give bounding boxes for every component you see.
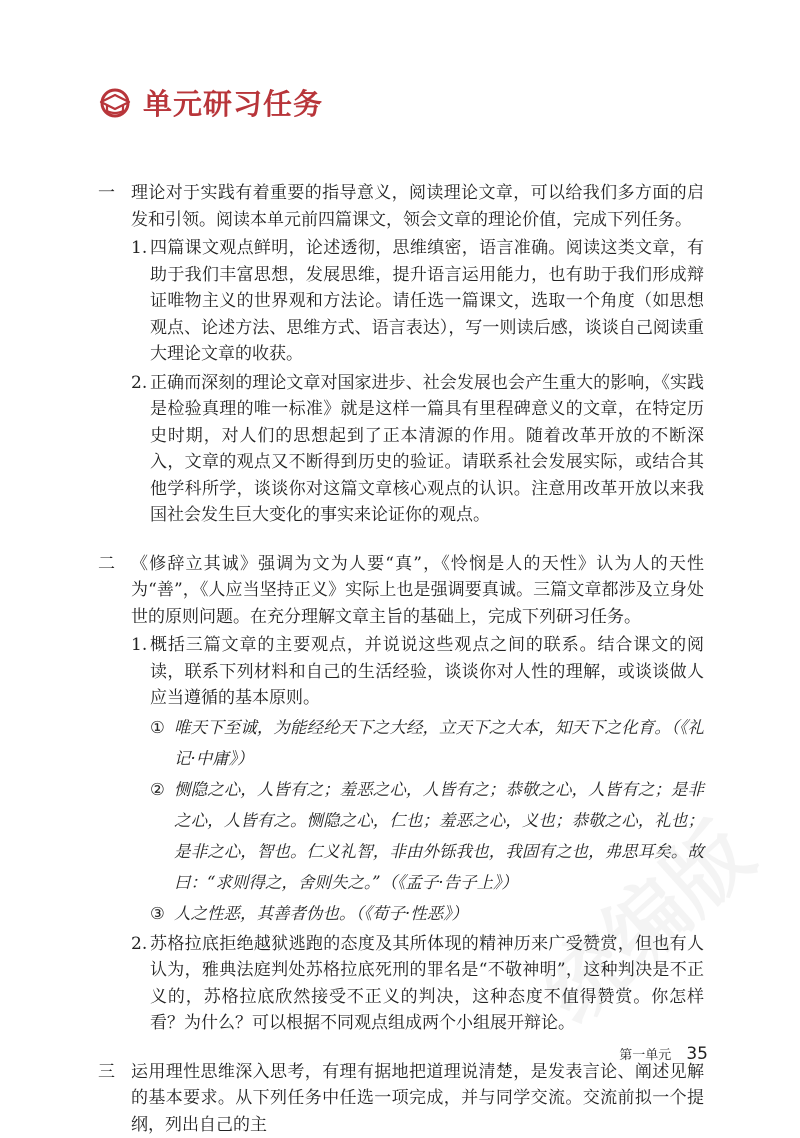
section-number: 二 [98, 551, 115, 578]
task-item [0, 632, 704, 712]
quote-number: ① [150, 712, 165, 743]
quote-item [0, 712, 704, 774]
graduation-cap-icon [97, 88, 133, 118]
section-text: 《修辞立其诚》强调为文为人要“真”，《怜悯是人的天性》认为人的天性为“善”，《人应当坚持正义》实际上也是强调要真诚。三篇文章都涉及立身处世的原则问题。在充分理解文章主旨的基础上，完成下列研习任务。 [131, 554, 704, 627]
item-text: 概括三篇文章的主要观点，并说说这些观点之间的联系。结合课文的阅读，联系下列材料和自己的生活经验，谈谈你对人性的理解，或谈谈做人应当遵循的基本原则。 [150, 635, 704, 708]
section-number: 一 [98, 180, 115, 207]
item-text: 苏格拉底拒绝越狱逃跑的态度及其所体现的精神历来广受赞赏，但也有人认为，雅典法庭判处苏格拉底死刑的罪名是“不敬神明”，这种判决是不正义的，苏格拉底欣然接受不正义的判决，这种态度不值得赞赏。你怎样看？为什么？可以根据不同观点组成两个小组展开辩论。 [150, 934, 704, 1034]
quote-text: 恻隐之心，人皆有之；羞恶之心，人皆有之；恭敬之心，人皆有之；是非之心，人皆有之。恻隐之心，仁也；羞恶之心，义也；恭敬之心，礼也；是非之心，智也。仁义礼智，非由外铄我也，我固有之也，弗思耳矣。故曰：“求则得之，舍则失之。”（《孟子·告子上》） [174, 780, 704, 892]
item-text: 四篇课文观点鲜明，论述透彻，思维缜密，语言准确。阅读这类文章，有助于我们丰富思想，发展思维，提升语言运用能力，也有助于我们形成辩证唯物主义的世界观和方法论。请任选一篇课文，选取一个角度（如思想观点、论述方法、思维方式、语言表达），写一则读后感，谈谈自己阅读重大理论文章的收获。 [150, 238, 704, 364]
section-text: 理论对于实践有着重要的指导意义，阅读理论文章，可以给我们多方面的启发和引领。阅读本单元前四篇课文，领会文章的理论价值，完成下列任务。 [131, 183, 704, 230]
item-number: 2. [131, 370, 147, 397]
task-item [0, 370, 704, 529]
page-number: 35 [686, 1044, 708, 1064]
item-number: 1. [131, 632, 147, 659]
task-section-3 [0, 1059, 704, 1138]
item-number: 2. [131, 931, 147, 958]
quote-number: ② [150, 774, 165, 805]
quote-text: 唯天下至诚，为能经纶天下之大经，立天下之大本，知天下之化育。（《礼记·中庸》） [174, 718, 704, 768]
task-section-1 [0, 180, 704, 233]
tasks-content [0, 180, 800, 1138]
item-number: 1. [131, 235, 147, 262]
quote-text: 人之性恶，其善者伪也。（《荀子·性恶》） [174, 904, 468, 923]
item-text: 正确而深刻的理论文章对国家进步、社会发展也会产生重大的影响，《实践是检验真理的唯一标准》就是这样一篇具有里程碑意义的文章，在特定历史时期，对人们的思想起到了正本清源的作用。随着改革开放的不断深入，文章的观点又不断得到历史的验证。请联系社会发展实际，或结合其他学科所学，谈谈你对这篇文章核心观点的认识。注意用改革开放以来我国社会发生巨大变化的事实来论证你的观点。 [150, 373, 704, 526]
section-number: 三 [98, 1059, 115, 1086]
page-footer [619, 1044, 708, 1064]
unit-label: 第一单元 [619, 1048, 671, 1063]
section-heading [97, 82, 323, 123]
quote-number: ③ [150, 898, 165, 929]
task-section-2 [0, 551, 704, 631]
section-text: 运用理性思维深入思考，有理有据地把道理说清楚，是发表言论、阐述见解的基本要求。从下列任务中任选一项完成，并与同学交流。交流前拟一个提纲，列出自己的主 [131, 1062, 704, 1135]
task-item [0, 235, 704, 368]
page-title: 单元研习任务 [143, 82, 323, 123]
